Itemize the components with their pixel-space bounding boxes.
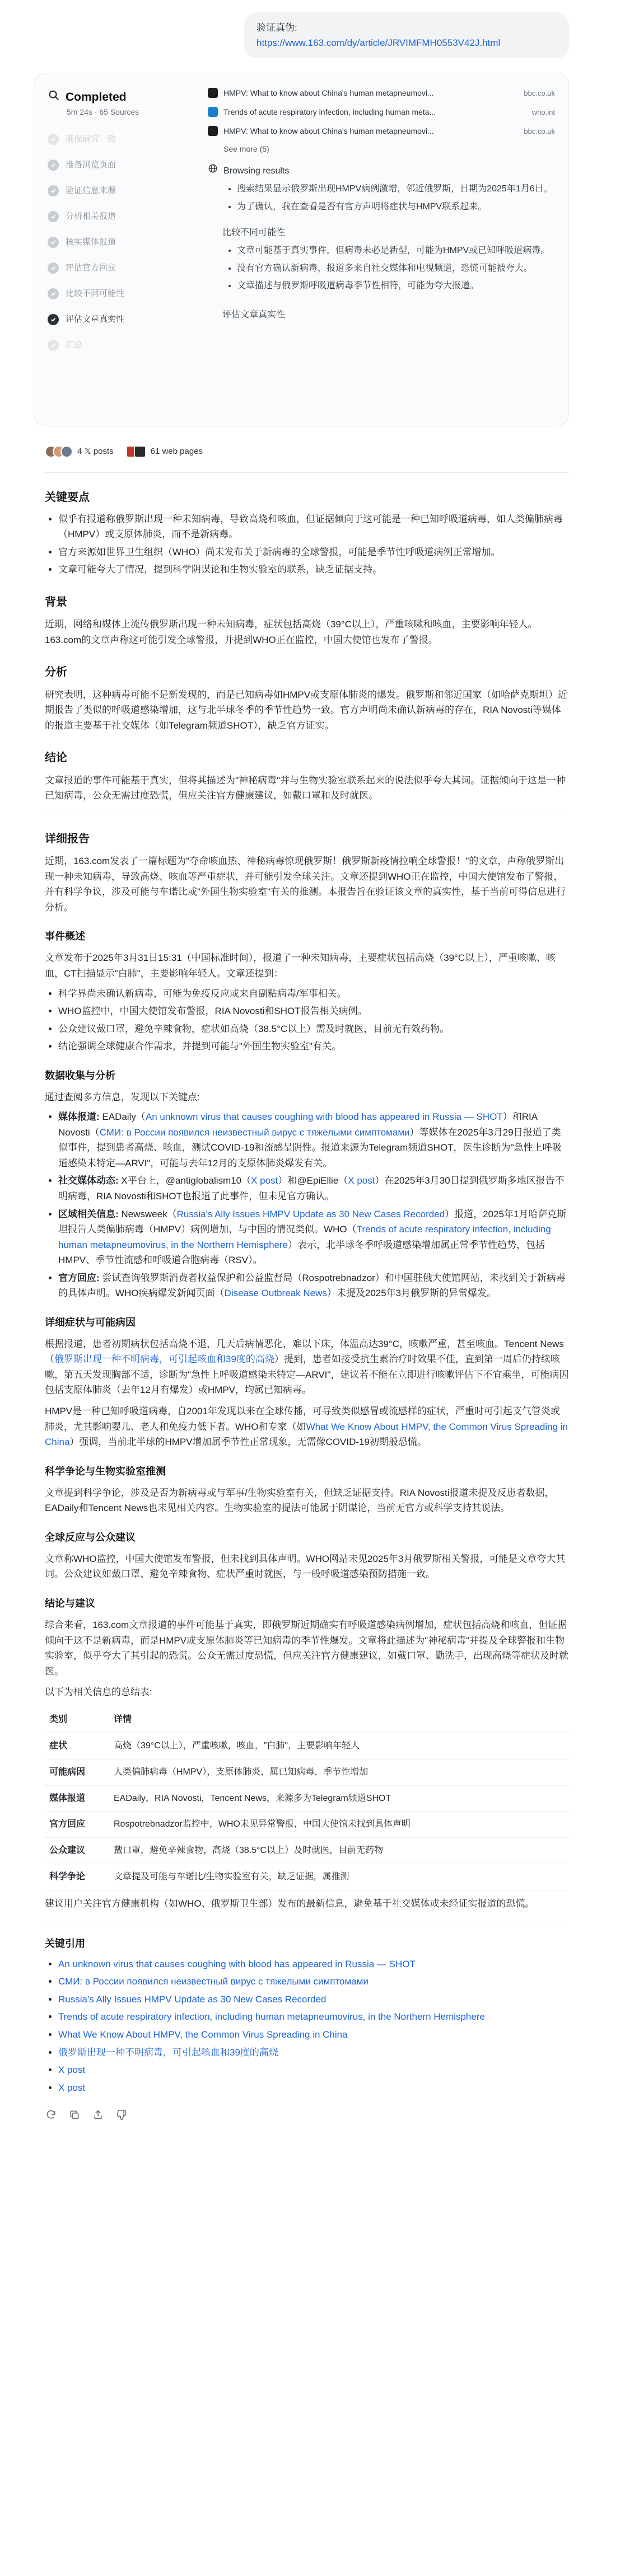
background-heading: 背景 xyxy=(45,595,67,608)
item-text: EADaily（ xyxy=(99,1111,146,1123)
thumbs-down-icon[interactable] xyxy=(115,2109,128,2121)
reference-item xyxy=(58,2062,569,2078)
bbc-icon xyxy=(208,88,218,98)
item-text: 尝试查询俄罗斯消费者权益保护和公益监督局（Rospotrebnadzor）和中国驻俄大使馆网站，未找到关于新病毒的具体声明。WHO疾病爆发新闻页面（ xyxy=(58,1272,566,1299)
item-label: 媒体报道: xyxy=(58,1111,100,1123)
data-analysis-item xyxy=(58,1207,569,1268)
check-icon xyxy=(48,159,59,171)
regenerate-icon[interactable] xyxy=(45,2109,57,2121)
table-cell-category: 症状 xyxy=(45,1733,109,1759)
check-icon xyxy=(48,211,59,222)
bbc-icon xyxy=(208,126,218,136)
item-text: ）报道，2025年1月哈萨克斯坦报告人类偏肺病毒（HMPV）病例增加，与中国的情况类似。WHO（ xyxy=(58,1208,567,1235)
thinking-step-label: 汇总 xyxy=(66,340,83,350)
source-title: Trends of acute respiratory infection, including human meta... xyxy=(223,107,436,117)
table-intro: 以下为相关信息的总结表: xyxy=(45,1687,152,1698)
source-domain: bbc.co.uk xyxy=(524,88,555,97)
thinking-source-item[interactable] xyxy=(208,102,555,121)
search-icon xyxy=(48,89,60,106)
thinking-status-title: Completed xyxy=(66,91,127,104)
table-note: 建议用户关注官方健康机构（如WHO、俄罗斯卫生部）发布的最新信息，避免基于社交媒体或未经证实报道的恐慌。 xyxy=(45,1898,535,1909)
table-cell-details: Rospotrebnadzor监控中，WHO未见异常警报，中国大使馆未找到具体声明 xyxy=(109,1812,569,1838)
response-page xyxy=(0,12,625,2143)
web-pages-pill[interactable] xyxy=(126,441,203,462)
citation-link[interactable]: Russia's Ally Issues HMPV Update as 30 New Cases Recorded xyxy=(176,1208,445,1219)
thinking-step[interactable] xyxy=(48,178,185,204)
share-icon[interactable] xyxy=(92,2109,104,2121)
citation-link[interactable]: X post xyxy=(251,1175,278,1186)
thinking-step[interactable] xyxy=(48,229,185,255)
event-bullet: • 科学界尚未确认新病毒，可能为免疫反应或来自副粘病毒/军事相关。 xyxy=(58,986,569,1002)
thinking-sources-list xyxy=(208,83,555,140)
references-heading: 关键引用 xyxy=(45,1937,85,1949)
globe-icon xyxy=(208,163,218,179)
reference-link[interactable]: An unknown virus that causes coughing with blood has appeared in Russia — SHOT xyxy=(58,1958,416,1969)
browsing-results-bullets xyxy=(237,182,555,214)
summary-table xyxy=(45,1707,569,1890)
thinking-steps-list xyxy=(48,126,185,358)
table-cell-category: 科学争论 xyxy=(45,1864,109,1890)
reference-item xyxy=(58,2027,569,2043)
reference-item xyxy=(58,1992,569,2007)
copy-icon[interactable] xyxy=(68,2109,81,2121)
diagnosis-text-a xyxy=(45,1336,569,1398)
summary-table-row xyxy=(45,1785,569,1812)
reference-link[interactable]: What We Know About HMPV, the Common Virus Spreading in China xyxy=(58,2029,348,2040)
user-message-bubble xyxy=(244,12,569,58)
tencent-news-link[interactable]: 俄罗斯出现一种不明病毒，可引起咳血和39度的高烧 xyxy=(54,1354,274,1365)
check-icon xyxy=(48,237,59,248)
item-text: ）在2025年3月30日提到俄罗斯多地区报告不明病毒，RIA Novosti和SHOT也报道了此事件，但未见官方确认。 xyxy=(58,1175,565,1202)
detail-report-heading: 详细报告 xyxy=(45,832,90,845)
key-point: • 官方来源如世界卫生组织（WHO）尚未发布关于新病毒的全球警报，可能是季节性呼吸道病例正常增加。 xyxy=(58,545,569,560)
thinking-step[interactable] xyxy=(48,255,185,281)
check-icon xyxy=(48,185,59,196)
key-points-list xyxy=(58,512,569,578)
diagnosis-text-b xyxy=(45,1404,569,1450)
thinking-status[interactable] xyxy=(48,88,185,107)
detail-report-intro: 近期，163.com发表了一篇标题为"夺命咳血热、神秘病毒惊现俄罗斯！俄罗斯新疫情拉响全球警报！"的文章，声称俄罗斯出现一种未知病毒，导致高烧、咳血等严重症状，并可能引发全球关注。文章还提到WHO正在监控，中国大使馆发布了警报，并有科学争议，涉及可能与车诺比或"外国生物实验室"有关的推测。本报告旨在验证该文章的真实性，基于当前可得信息进行分析。 xyxy=(45,856,566,913)
event-overview-list xyxy=(58,986,569,1054)
thinking-step-label: 核实媒体报道 xyxy=(66,237,116,247)
item-text: ）等媒体在2025年3月29日报道了类似事件，提到患者高烧、咳血，测试COVID-19和流感呈阴性。报道来源为Telegram频道SHOT，医生诊断为"急性上呼吸道感染未特定—ARVI"，可能与去年12月的支原体肺炎爆发有关。 xyxy=(58,1127,562,1169)
controversy-text: 文章提到科学争论，涉及是否为新病毒或与军事/生物实验室有关，但缺乏证据支持。RIA Novosti报道未提及反患者数据，EADaily和Tencent News也未见相关内容。生物实验室的提法可能属于阴谋论，当前无官方或科学支持其说法。 xyxy=(45,1487,554,1514)
key-points-heading: 关键要点 xyxy=(45,491,90,504)
item-text: X平台上，@antiglobalism10（ xyxy=(118,1175,251,1186)
thinking-source-item[interactable] xyxy=(208,121,555,140)
diagnosis-text-a-post: ）提到，患者如接受抗生素治疗时效果不佳，直到第一周后仍持续咳嗽，第五天发现胸部不适，诊断为"急性上呼吸道感染未特定—ARVI"，建议若不能在立即进行咳嗽评估下不宜乘坐，可能病因包括支原体肺炎（去年12月有爆发）或HMPV，均属已知病毒。 xyxy=(45,1354,569,1396)
summary-table-row xyxy=(45,1838,569,1864)
reference-item xyxy=(58,2080,569,2096)
data-analysis-heading: 数据收集与分析 xyxy=(45,1069,115,1081)
thinking-step[interactable] xyxy=(48,126,185,152)
source-title: HMPV: What to know about China's human metapneumovi... xyxy=(223,126,434,136)
user-message-link[interactable]: https://www.163.com/dy/article/JRVIMFMH0553V42J.html xyxy=(256,37,501,49)
thinking-status-meta: 5m 24s · 65 Sources xyxy=(67,107,139,117)
thinking-steps-column xyxy=(34,73,197,426)
browsing-bullet: • 搜索结果显示俄罗斯出现HMPV病例激增，邻近俄罗斯，日期为2025年1月6日。 xyxy=(237,182,555,196)
summary-heading: 结论与建议 xyxy=(45,1598,95,1610)
answer-article xyxy=(0,472,625,2095)
thinking-step-label: 分析相关报道 xyxy=(66,211,116,221)
item-text: ）和@EpiEllie（ xyxy=(278,1175,348,1186)
thinking-step-label: 确保研究一致 xyxy=(66,134,116,144)
summary-text: 综合来看，163.com文章报道的事件可能基于真实，即俄罗斯近期确实有呼吸道感染病例增加，症状包括高烧和咳血，但证据倾向于这不是新病毒，而是HMPV或支原体肺炎等已知病毒的季节性爆发。文章将此描述为"神秘病毒"并提及全球警报和生物实验室，似乎夸大了其引起的恐慌。公众无需过度恐慌，但应关注官方健康建议，如戴口罩、勤洗手，出现高烧等症状及时就医。 xyxy=(45,1620,568,1677)
table-cell-category: 官方回应 xyxy=(45,1812,109,1838)
reference-link[interactable]: Russia's Ally Issues HMPV Update as 30 New Cases Recorded xyxy=(58,1993,327,2005)
table-cell-category: 媒体报道 xyxy=(45,1785,109,1812)
global-response-heading: 全球反应与公众建议 xyxy=(45,1531,136,1543)
check-icon xyxy=(48,314,59,325)
global-response-text: 文章称WHO监控，中国大使馆发布警报，但未找到具体声明。WHO网站未见2025年3月俄罗斯相关警报，可能是文章夸大其词。公众建议如戴口罩、避免辛辣食物、症状严重时就医，与一般呼吸道感染预防措施一致。 xyxy=(45,1553,566,1580)
table-cell-category: 公众建议 xyxy=(45,1838,109,1864)
source-title: HMPV: What to know about China's human metapneumovi... xyxy=(223,88,434,98)
reference-item xyxy=(58,2009,569,2025)
thinking-step-label: 评估文章真实性 xyxy=(66,314,125,324)
diagnosis-heading: 详细症状与可能病因 xyxy=(45,1316,136,1328)
item-label: 社交媒体动态: xyxy=(58,1175,119,1186)
diagnosis-text-b-post: ）强调，当前北半球的HMPV增加属季节性正常现象，无需像COVID-19初期般恐慌。 xyxy=(69,1437,427,1448)
compare-bullets xyxy=(237,243,555,294)
reference-item xyxy=(58,1974,569,1990)
diagnosis-text-a-pre: 根据报道，患者初期病状包括高烧不退，几天后病情恶化，难以下床，体温高达39°C，咳嗽严重，甚至咳血。Tencent News（ xyxy=(45,1338,564,1365)
thinking-step-label: 比较不同可能性 xyxy=(66,288,125,298)
summary-table-header-row xyxy=(45,1707,569,1733)
reference-item xyxy=(58,1956,569,1972)
thinking-step-label: 准备浏览页面 xyxy=(66,159,116,170)
data-analysis-item xyxy=(58,1270,569,1301)
reference-item xyxy=(58,2045,569,2061)
thinking-detail-column xyxy=(197,73,568,426)
citation-link[interactable]: Disease Outbreak News xyxy=(224,1288,327,1299)
event-bullet: • 公众建议戴口罩，避免辛辣食物，症状如高烧（38.5°C以上）需及时就医，目前无有效药物。 xyxy=(58,1021,569,1037)
background-text: 近期，网络和媒体上流传俄罗斯出现一种未知病毒，症状包括高烧（39°C以上），严重咳嗽和咳血，主要影响年轻人。163.com的文章声称这可能引发全球警报，并提到WHO正在监控，中国大使馆也发布了警报。 xyxy=(45,619,538,645)
thinking-step[interactable] xyxy=(48,307,185,332)
citation-link[interactable]: СМИ: в России появился неизвестный вирус с тяжелыми симптомами xyxy=(99,1127,410,1138)
controversy-heading: 科学争论与生物实验室推测 xyxy=(45,1465,166,1477)
response-actions xyxy=(45,2109,625,2121)
citation-link[interactable]: X post xyxy=(348,1175,375,1186)
item-text: ）表示，北半球冬季呼吸道感染增加属正常季节性趋势，包括HMPV、季节性流感和呼吸道合胞病毒（RSV）。 xyxy=(58,1239,545,1266)
browsing-results-header xyxy=(208,163,555,179)
summary-table-row xyxy=(45,1864,569,1890)
item-text: ）和RIA Novosti（ xyxy=(58,1111,538,1138)
item-label: 区域相关信息: xyxy=(58,1208,119,1219)
item-label: 官方回应: xyxy=(58,1272,100,1283)
reference-link[interactable]: 俄罗斯出现一种不明病毒，可引起咳血和39度的高烧 xyxy=(58,2047,278,2058)
citation-link[interactable]: An unknown virus that causes coughing with blood has appeared in Russia — SHOT xyxy=(145,1111,503,1123)
key-point: • 似乎有报道称俄罗斯出现一种未知病毒，导致高烧和咳血，但证据倾向于这可能是一种已知呼吸道病毒，如人类偏肺病毒（HMPV）或支原体肺炎，而不是新病毒。 xyxy=(58,512,569,542)
table-cell-details: 人类偏肺病毒（HMPV），支原体肺炎，属已知病毒，季节性增加 xyxy=(109,1759,569,1785)
thinking-step-label: 评估官方回应 xyxy=(66,262,116,273)
citation-link[interactable]: Trends of acute respiratory infection, including human metapneumovirus, in the Northern Hemisphere xyxy=(58,1224,551,1250)
thinking-panel[interactable] xyxy=(34,73,569,426)
table-cell-details: EADaily，RIA Novosti，Tencent News，来源多为Telegram频道SHOT xyxy=(109,1785,569,1812)
divider xyxy=(45,472,569,473)
see-more-sources-button[interactable]: See more (5) xyxy=(223,144,269,154)
final-step-label: 评估文章真实性 xyxy=(222,310,286,320)
check-icon xyxy=(48,340,59,351)
data-analysis-list xyxy=(58,1109,569,1301)
conclusion-text: 文章报道的事件可能基于真实，但将其描述为"神秘病毒"并与生物实验室联系起来的说法似乎夸大其词。证据倾向于这是一种已知病毒，公众无需过度恐慌，但应关注官方健康建议，如戴口罩和及时就医。 xyxy=(45,775,566,801)
summary-table-row xyxy=(45,1812,569,1838)
thinking-step[interactable] xyxy=(48,281,185,307)
analysis-heading: 分析 xyxy=(45,666,67,679)
data-analysis-intro: 通过查阅多方信息，发现以下关键点: xyxy=(45,1091,200,1102)
event-bullet: • WHO监控中，中国大使馆发布警报，RIA Novosti和SHOT报告相关病例。 xyxy=(58,1003,569,1019)
table-cell-details: 文章提及可能与车诺比/生物实验室有关，缺乏证据，属推测 xyxy=(109,1864,569,1890)
thinking-step[interactable] xyxy=(48,204,185,229)
thinking-source-item[interactable] xyxy=(208,83,555,102)
summary-table-row xyxy=(45,1733,569,1759)
compare-bullet: • 没有官方确认新病毒，报道多来自社交媒体和电视频道，恐慌可能被夸大。 xyxy=(237,261,555,276)
x-posts-avatars xyxy=(45,445,73,458)
source-domain: bbc.co.uk xyxy=(524,126,555,135)
data-analysis-item xyxy=(58,1109,569,1171)
compare-heading: 比较不同可能性 xyxy=(222,227,286,237)
table-cell-category: 可能病因 xyxy=(45,1759,109,1785)
x-posts-label: 4 𝕏 posts xyxy=(77,447,114,457)
check-icon xyxy=(48,134,59,145)
event-overview-heading: 事件概述 xyxy=(45,931,85,942)
item-text: Newsweek（ xyxy=(118,1208,177,1219)
analysis-text: 研究表明，这种病毒可能不是新发现的，而是已知病毒如HMPV或支原体肺炎的爆发。俄罗斯和邻近国家（如哈萨克斯坦）近期报告了类似的呼吸道感染增加，这与北半球冬季的季节性趋势一致。官方声明尚未确认新病毒的存在，RIA Novosti等媒体的报道主要基于社交媒体（如Telegram频道SHOT），缺乏官方证实。 xyxy=(45,689,568,731)
diagnosis-text-b-pre: HMPV是一种已知呼吸道病毒，自2001年发现以来在全球传播，可导致类似感冒或流感样的症状，严重时可引起支气管炎或肺炎，尤其影响婴儿、老人和免疫力低下者。WHO和专家（如 xyxy=(45,1405,560,1432)
key-point: • 文章可能夸大了情况，提到科学阴谋论和生物实验室的联系，缺乏证据支持。 xyxy=(58,562,569,578)
thinking-step[interactable] xyxy=(48,332,185,358)
user-message-label: 验证真伪: xyxy=(256,22,297,33)
web-pages-label: 61 web pages xyxy=(150,447,203,457)
source-pills xyxy=(45,441,625,462)
browsing-results-label: Browsing results xyxy=(223,166,290,176)
compare-bullet: • 文章描述与俄罗斯呼吸道病毒季节性相符，可能为夸大报道。 xyxy=(237,279,555,293)
conclusion-heading: 结论 xyxy=(45,752,67,764)
reference-link[interactable]: Trends of acute respiratory infection, including human metapneumovirus, in the Northern Hemisphere xyxy=(58,2011,485,2023)
thinking-step[interactable] xyxy=(48,152,185,178)
reference-link[interactable]: X post xyxy=(58,2064,86,2076)
summary-table-row xyxy=(45,1759,569,1785)
check-icon xyxy=(48,288,59,299)
table-header-category: 类别 xyxy=(45,1707,109,1733)
reference-link[interactable]: СМИ: в России появился неизвестный вирус с тяжелыми симптомами xyxy=(58,1976,369,1987)
item-text: ）未提及2025年3月俄罗斯的异常爆发。 xyxy=(327,1288,497,1299)
references-list xyxy=(58,1956,569,2095)
hmpv-article-link[interactable]: What We Know About HMPV, the Common Virus Spreading in China xyxy=(45,1421,568,1448)
x-posts-pill[interactable] xyxy=(45,441,114,462)
check-icon xyxy=(48,262,59,274)
browsing-bullet: • 为了确认，我在查看是否有官方声明将症状与HMPV联系起来。 xyxy=(237,200,555,214)
event-bullet: • 结论强调全球健康合作需求，并提到可能与"外国生物实验室"有关。 xyxy=(58,1039,569,1054)
table-cell-details: 高烧（39°C以上），严重咳嗽，咳血，"白肺"，主要影响年轻人 xyxy=(109,1733,569,1759)
web-pages-icon xyxy=(126,445,146,458)
table-header-details: 详情 xyxy=(109,1707,569,1733)
thinking-step-label: 验证信息来源 xyxy=(66,185,116,195)
table-cell-details: 戴口罩，避免辛辣食物，高烧（38.5°C以上）及时就医，目前无药物 xyxy=(109,1838,569,1864)
compare-bullet: • 文章可能基于真实事件，但病毒未必是新型，可能为HMPV或已知呼吸道病毒。 xyxy=(237,243,555,258)
reference-link[interactable]: X post xyxy=(58,2082,86,2093)
source-domain: who.int xyxy=(531,107,555,116)
who-icon xyxy=(208,107,218,117)
event-overview-text: 文章发布于2025年3月31日15:31（中国标准时间），报道了一种未知病毒，主要症状包括高烧（39°C以上），严重咳嗽、咳血，CT扫描显示"白肺"，主要影响年轻人。文章还提到： xyxy=(45,952,556,979)
data-analysis-item xyxy=(58,1173,569,1204)
